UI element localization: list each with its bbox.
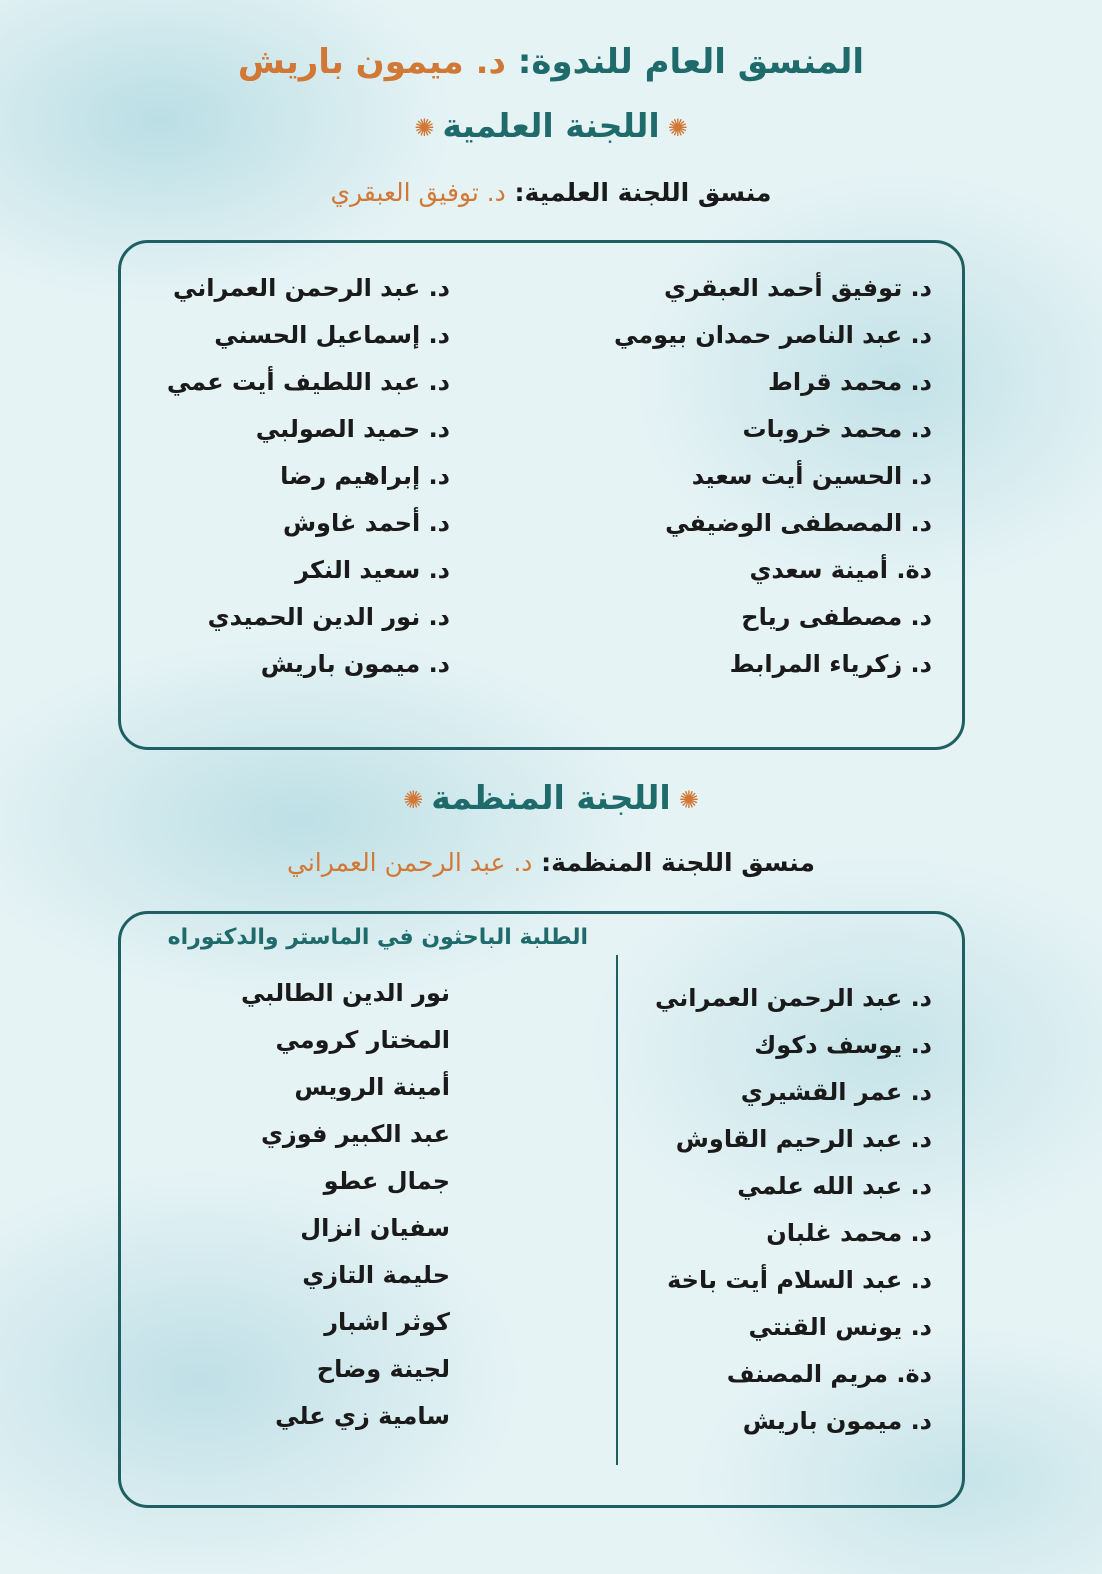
flower-icon: ✺ <box>667 113 688 142</box>
organizing-coordinator-line <box>0 848 1102 877</box>
list-item: عبد الكبير فوزي <box>260 1120 450 1148</box>
scientific-members-right <box>572 265 932 688</box>
list-item: د. عبد الله علمي <box>737 1172 932 1200</box>
organizing-committee-title-text: اللجنة المنظمة <box>431 778 671 817</box>
list-item: حليمة التازي <box>302 1261 450 1289</box>
list-item: د. ميمون باريش <box>742 1407 932 1435</box>
scientific-committee-title-text: اللجنة العلمية <box>442 106 660 145</box>
list-item: د. عبد الرحمن العمراني <box>654 984 932 1012</box>
scientific-coordinator-line <box>0 178 1102 207</box>
list-item: دة. أمينة سعدي <box>749 556 932 584</box>
list-item: جمال عطو <box>323 1167 450 1195</box>
list-item: سامية زي علي <box>275 1402 450 1430</box>
flower-icon: ✺ <box>678 785 699 814</box>
list-item: كوثر اشبار <box>324 1308 450 1336</box>
list-item: د. يونس القنتي <box>748 1313 932 1341</box>
students-list <box>90 970 450 1440</box>
list-item: دة. مريم المصنف <box>726 1360 932 1388</box>
list-item: د. المصطفى الوضيفي <box>665 509 932 537</box>
list-item: نور الدين الطالبي <box>240 979 450 1007</box>
organizing-members-right <box>572 975 932 1445</box>
list-item: د. مصطفى رياح <box>741 603 932 631</box>
scientific-coordinator-name: د. توفيق العبقري <box>330 178 506 207</box>
list-item: أمينة الرويس <box>294 1073 450 1101</box>
students-title: الطلبة الباحثون في الماستر والدكتوراه <box>167 925 588 950</box>
list-item: د. إسماعيل الحسني <box>214 321 450 349</box>
list-item: د. محمد قراط <box>767 368 932 396</box>
organizing-coordinator-label: منسق اللجنة المنظمة: <box>541 848 815 877</box>
list-item: د. نور الدين الحميدي <box>207 603 450 631</box>
scientific-committee-title <box>0 106 1102 145</box>
list-item: د. عبد الرحمن العمراني <box>172 274 450 302</box>
list-item: د. محمد غلبان <box>766 1219 932 1247</box>
list-item: د. الحسين أيت سعيد <box>691 462 932 490</box>
list-item: د. إبراهيم رضا <box>280 462 450 490</box>
list-item: د. عبد الناصر حمدان بيومي <box>613 321 932 349</box>
general-coordinator-line <box>0 42 1102 82</box>
list-item: سفيان انزال <box>300 1214 450 1242</box>
scientific-members-left <box>90 265 450 688</box>
list-item: د. يوسف دكوك <box>754 1031 932 1059</box>
list-item: د. عبد السلام أيت باخة <box>667 1266 932 1294</box>
list-item: د. عبد اللطيف أيت عمي <box>166 368 450 396</box>
list-item: د. توفيق أحمد العبقري <box>664 274 932 302</box>
list-item: د. ميمون باريش <box>260 650 450 678</box>
list-item: د. حميد الصولبي <box>255 415 450 443</box>
list-item: د. عمر القشيري <box>740 1078 932 1106</box>
list-item: المختار كرومي <box>275 1026 450 1054</box>
flower-icon: ✺ <box>414 113 435 142</box>
general-coordinator-label: المنسق العام للندوة: <box>517 42 865 82</box>
list-item: د. محمد خروبات <box>742 415 932 443</box>
general-coordinator-name: د. ميمون باريش <box>237 42 506 82</box>
list-item: د. زكرياء المرابط <box>729 650 932 678</box>
list-item: د. عبد الرحيم القاوش <box>675 1125 932 1153</box>
list-item: د. أحمد غاوش <box>282 509 450 537</box>
scientific-coordinator-label: منسق اللجنة العلمية: <box>514 178 772 207</box>
flower-icon: ✺ <box>403 785 424 814</box>
organizing-coordinator-name: د. عبد الرحمن العمراني <box>287 848 533 877</box>
list-item: لجينة وضاح <box>316 1355 450 1383</box>
organizing-committee-title <box>0 778 1102 817</box>
list-item: د. سعيد النكر <box>295 556 450 584</box>
